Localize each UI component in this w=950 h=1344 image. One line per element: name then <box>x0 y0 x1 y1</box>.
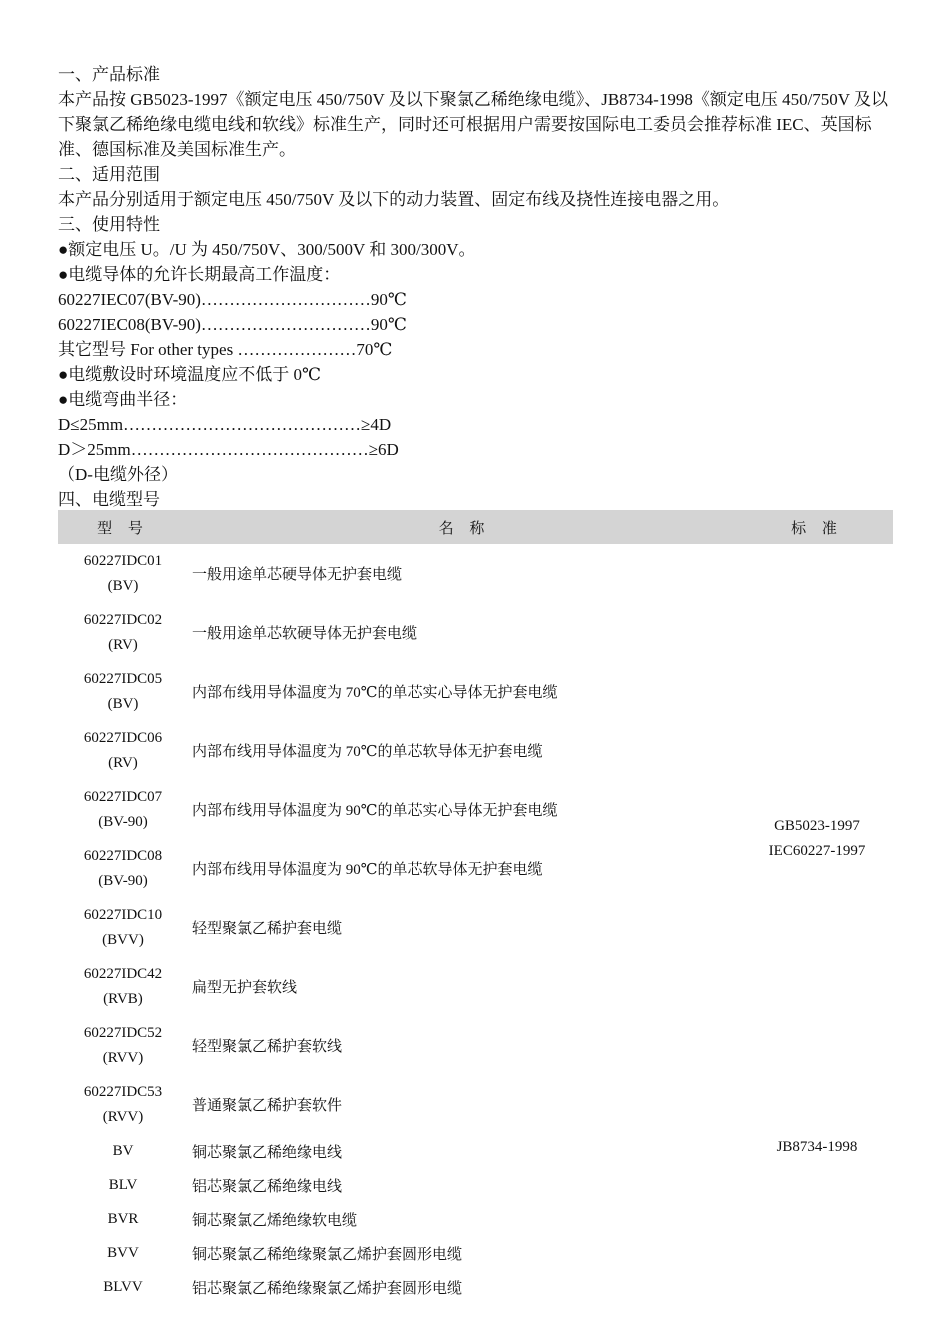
table-row <box>58 544 893 603</box>
header-standard: 标 准 <box>741 510 893 544</box>
table-row <box>58 1270 893 1304</box>
name-cell: 铝芯聚氯乙稀绝缘电线 <box>192 1178 343 1195</box>
standard-text: IEC60227-1997 <box>768 843 866 859</box>
name-cell: 普通聚氯乙稀护套软件 <box>192 1098 343 1114</box>
section-1-body: 本产品按 GB5023-1997《额定电压 450/750V 及以下聚氯乙稀绝缘电缆》、JB8734-1998《额定电压 450/750V 及以下聚氯乙稀绝缘电缆电线和软线》标准生产，同时还可根据用户需要按国际电工委员会推荐标准 IEC、英国标准、德国标准及美国标准生产。 <box>58 90 889 159</box>
table-row <box>58 1236 893 1270</box>
characteristic-line: ●电缆敷设时环境温度应不低于 0℃ <box>58 365 322 384</box>
name-cell: 轻型聚氯乙稀护套软线 <box>192 1039 343 1055</box>
model-cell <box>58 1016 188 1075</box>
characteristic-line: ●电缆导体的允许长期最高工作温度： <box>58 265 341 284</box>
model-cell <box>58 662 188 721</box>
model-cell <box>58 957 188 1016</box>
table-row <box>58 1134 893 1168</box>
characteristic-line: D≤25mm……………………………………≥4D <box>58 415 392 434</box>
section-2-body: 本产品分别适用于额定电压 450/750V 及以下的动力装置、固定布线及挠性连接电器之用。 <box>58 190 730 209</box>
model-code: 60227IDC05 <box>83 670 163 687</box>
table-header-row <box>58 510 893 544</box>
model-abbr: (BV-90) <box>98 813 148 830</box>
characteristic-line: D＞25mm……………………………………≥6D <box>58 440 399 459</box>
characteristic-line: （D-电缆外径） <box>58 465 178 484</box>
name-cell: 铜芯聚氯乙烯绝缘软电缆 <box>192 1212 358 1229</box>
model-cell: BLV <box>108 1176 138 1193</box>
table-row <box>58 1202 893 1236</box>
document-body <box>58 62 893 512</box>
model-abbr: (RVV) <box>102 1108 144 1125</box>
section-3-heading: 三、使用特性 <box>58 215 160 234</box>
model-code: 60227IDC07 <box>83 788 163 805</box>
characteristic-line: 其它型号 For other types …………………70℃ <box>58 340 393 359</box>
model-cell: BV <box>112 1142 134 1159</box>
model-abbr: (BV-90) <box>98 872 148 889</box>
model-code: 60227IDC10 <box>83 906 163 923</box>
model-cell <box>58 898 188 957</box>
model-code: 60227IDC08 <box>83 847 163 864</box>
model-cell <box>58 780 188 839</box>
characteristic-line: ●电缆弯曲半径： <box>58 390 188 409</box>
name-cell: 内部布线用导体温度为 70℃的单芯软导体无护套电缆 <box>192 744 543 760</box>
model-abbr: (RV) <box>108 636 138 653</box>
model-abbr: (BVV) <box>102 931 144 948</box>
model-abbr: (BV) <box>107 577 139 594</box>
section-2-heading: 二、适用范围 <box>58 165 160 184</box>
model-abbr: (RVV) <box>102 1049 144 1066</box>
name-cell: 一般用途单芯硬导体无护套电缆 <box>192 567 403 583</box>
header-model: 型 号 <box>58 510 188 544</box>
name-cell: 铜芯聚氯乙稀绝缘聚氯乙烯护套圆形电缆 <box>192 1246 463 1263</box>
section-1-heading: 一、产品标准 <box>58 65 160 84</box>
model-code: 60227IDC06 <box>83 729 163 746</box>
model-abbr: (RVB) <box>103 990 143 1007</box>
model-cell <box>58 839 188 898</box>
model-code: 60227IDC01 <box>83 552 163 569</box>
section-4-heading: 四、电缆型号 <box>58 490 160 509</box>
standard-cell-empty <box>741 1270 893 1304</box>
model-cell <box>58 721 188 780</box>
characteristic-line: 60227IEC07(BV-90)…………………………90℃ <box>58 290 407 309</box>
name-cell: 铝芯聚氯乙稀绝缘聚氯乙烯护套圆形电缆 <box>192 1280 463 1297</box>
model-cell: BLVV <box>103 1278 143 1295</box>
name-cell: 内部布线用导体温度为 90℃的单芯软导体无护套电缆 <box>192 862 543 878</box>
model-cell <box>58 603 188 662</box>
model-code: 60227IDC42 <box>83 965 163 982</box>
standard-cell-empty <box>741 1202 893 1236</box>
model-code: 60227IDC52 <box>83 1024 163 1041</box>
model-abbr: (BV) <box>107 695 139 712</box>
model-code: 60227IDC53 <box>83 1083 163 1100</box>
model-cell: BVV <box>107 1244 139 1261</box>
model-cell: BVR <box>107 1210 139 1227</box>
model-cell <box>58 1075 188 1134</box>
header-name: 名 称 <box>188 510 741 544</box>
standard-text: GB5023-1997 <box>774 818 860 834</box>
name-cell: 轻型聚氯乙稀护套电缆 <box>192 921 343 937</box>
standard-cell: JB8734-1998 <box>776 1139 858 1155</box>
name-cell: 内部布线用导体温度为 70℃的单芯实心导体无护套电缆 <box>192 685 558 701</box>
name-cell: 一般用途单芯软硬导体无护套电缆 <box>192 626 418 642</box>
standard-cell-empty <box>741 1168 893 1202</box>
model-code: 60227IDC02 <box>83 611 163 628</box>
characteristic-line: 60227IEC08(BV-90)…………………………90℃ <box>58 315 407 334</box>
model-cell <box>58 544 188 603</box>
standard-cell-empty <box>741 1236 893 1270</box>
cable-model-table <box>58 510 893 1304</box>
characteristic-line: ●额定电压 U。/U 为 450/750V、300/500V 和 300/300V。 <box>58 240 476 259</box>
name-cell: 扁型无护套软线 <box>192 980 298 996</box>
model-abbr: (RV) <box>108 754 138 771</box>
table-row <box>58 1168 893 1202</box>
name-cell: 内部布线用导体温度为 90℃的单芯实心导体无护套电缆 <box>192 803 558 819</box>
name-cell: 铜芯聚氯乙稀绝缘电线 <box>192 1144 343 1161</box>
standard-cell <box>741 544 893 1134</box>
